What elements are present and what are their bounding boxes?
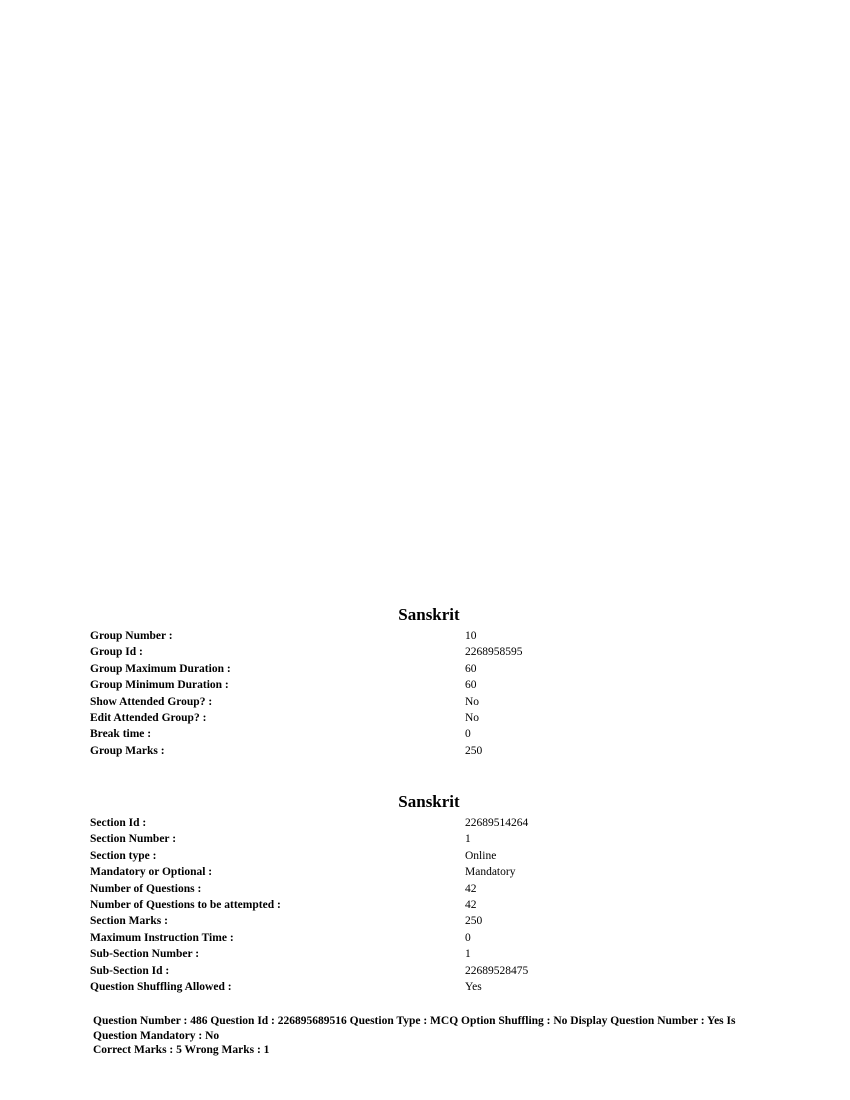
group-number-value: 10 [465,630,477,642]
section-number-row [90,831,528,847]
sub-section-number-value: 1 [465,948,471,961]
questions-to-attempt-label: Number of Questions to be attempted : [90,899,281,912]
show-attended-group-label: Show Attended Group? : [90,695,213,708]
sub-section-number-row [90,946,528,962]
group-marks-value: 250 [465,744,483,757]
group-min-duration-value: 60 [465,679,477,692]
group-min-duration-row [90,677,523,693]
mandatory-optional-value: Mandatory [465,866,516,879]
break-time-row [90,726,523,742]
group-title: Sanskrit [398,605,460,624]
question-meta [93,1014,773,1058]
section-info-table [90,815,528,995]
group-id-value: 2268958595 [465,646,523,659]
group-max-duration-value: 60 [465,662,477,675]
section-id-value: 22689514264 [465,817,529,829]
break-time-value: 0 [465,728,471,741]
section-type-value: Online [465,849,497,862]
group-id-label: Group Id : [90,646,143,659]
section-type-row [90,848,528,864]
sub-section-number-label: Sub-Section Number : [90,948,200,961]
section-marks-label: Section Marks : [90,915,168,928]
group-info-table [90,628,523,759]
sub-section-id-label: Sub-Section Id : [90,964,170,977]
mandatory-optional-row [90,864,528,880]
question-meta-line: Question Number : 486 Question Id : 226895689516 Question Type : MCQ Option Shuffling : No Display Question Number : Yes Is Question Mandatory : No [93,1015,736,1042]
group-max-duration-label: Group Maximum Duration : [90,662,231,675]
group-marks-row [90,743,523,759]
section-number-value: 1 [465,833,471,846]
group-number-label: Group Number : [90,630,173,642]
edit-attended-group-value: No [465,712,480,725]
max-instruction-time-value: 0 [465,931,471,944]
section-marks-value: 250 [465,915,483,928]
section-title: Sanskrit [398,792,460,811]
show-attended-group-row [90,694,523,710]
questions-to-attempt-row [90,897,528,913]
break-time-label: Break time : [90,728,152,741]
number-of-questions-row [90,881,528,897]
question-shuffling-label: Question Shuffling Allowed : [90,981,232,994]
sub-section-id-row [90,963,528,979]
sub-section-id-value: 22689528475 [465,964,529,977]
edit-attended-group-row [90,710,523,726]
max-instruction-time-label: Maximum Instruction Time : [90,931,234,944]
question-shuffling-value: Yes [465,981,482,994]
section-id-row [90,815,528,831]
group-marks-label: Group Marks : [90,744,165,757]
section-id-label: Section Id : [90,817,147,829]
section-number-label: Section Number : [90,833,177,846]
marks-line: Correct Marks : 5 Wrong Marks : 1 [93,1044,270,1056]
number-of-questions-value: 42 [465,882,477,895]
group-id-row [90,644,523,660]
mandatory-optional-label: Mandatory or Optional : [90,866,213,879]
question-shuffling-row [90,979,528,995]
group-max-duration-row [90,661,523,677]
group-number-row [90,628,523,644]
group-min-duration-label: Group Minimum Duration : [90,679,229,692]
questions-to-attempt-value: 42 [465,899,477,912]
max-instruction-time-row [90,930,528,946]
number-of-questions-label: Number of Questions : [90,882,202,895]
edit-attended-group-label: Edit Attended Group? : [90,712,207,725]
section-type-label: Section type : [90,849,157,862]
section-marks-row [90,913,528,929]
show-attended-group-value: No [465,695,480,708]
